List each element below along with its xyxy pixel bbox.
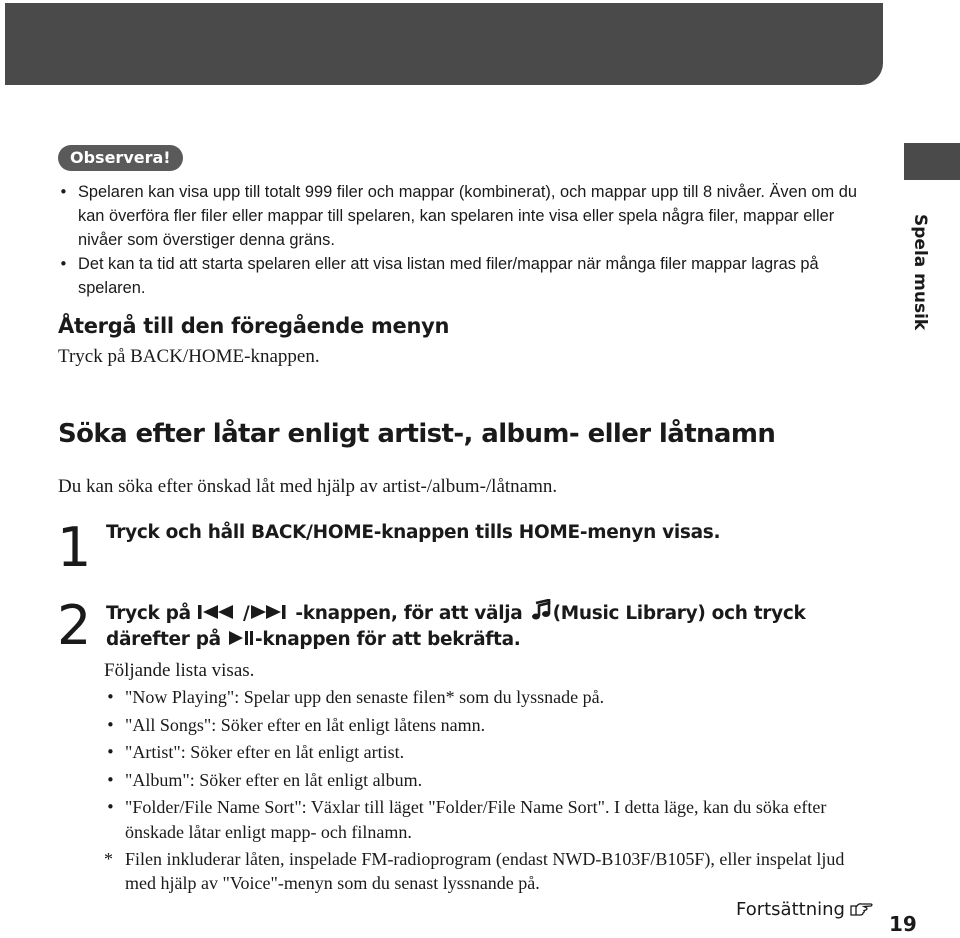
note-item: • Spelaren kan visa upp till totalt 999 filer och mappar (kombinerat), och mappar upp till 8 nivåer. Även om du kan överföra fler filer eller mappar till spelaren, kan spelaren inte visa eller spela några filer, mappar eller nivåer som överstiger denna gräns. <box>78 180 868 252</box>
music-note-icon <box>529 599 553 621</box>
step-2-number: 2 <box>57 594 92 657</box>
note-badge: Observera! <box>58 145 183 171</box>
step-1-number: 1 <box>57 516 92 579</box>
list-item: • "Folder/File Name Sort": Växlar till läget "Folder/File Name Sort". I detta läge, kan du söka efter önskade låtar enligt mapp- och filnamn. <box>125 795 865 845</box>
back-section-body: Tryck på BACK/HOME-knappen. <box>58 346 320 367</box>
previous-track-icon <box>197 603 243 621</box>
step-2-text-part4: -knappen för att bekräfta. <box>254 629 521 650</box>
note-item: • Det kan ta tid att starta spelaren eller att visa listan med filer/mappar när många filer mappar lagras på spelaren. <box>78 252 868 300</box>
step-2-text <box>106 599 866 653</box>
list-item: • "Artist": Söker efter en låt enligt artist. <box>125 740 865 765</box>
footnote-text: Filen inkluderar låten, inspelade FM-radioprogram (endast NWD-B103F/B105F), eller inspelat ljud med hjälp av "Voice"-menyn som du senast lyssnande på. <box>125 849 845 893</box>
footnote <box>104 847 864 895</box>
pointing-hand-icon <box>849 900 875 925</box>
play-pause-icon <box>227 629 255 647</box>
header-bar <box>5 3 883 85</box>
footnote-mark: * <box>104 849 113 869</box>
step-1-text: Tryck och håll BACK/HOME-knappen tills HOME-menyn visas. <box>106 522 721 543</box>
side-tab-marker <box>904 143 960 180</box>
side-tab-label: Spela musik <box>910 214 930 331</box>
next-track-icon <box>249 603 295 621</box>
list-item: • "Now Playing": Spelar upp den senaste filen* som du lyssnade på. <box>125 685 865 710</box>
search-section-intro: Du kan söka efter önskad låt med hjälp av artist-/album-/låtnamn. <box>58 476 558 497</box>
search-section-heading: Söka efter låtar enligt artist-, album- eller låtnamn <box>58 419 776 449</box>
step-2-text-part3: (Music Library) och tryck därefter på <box>106 603 806 650</box>
list-item: • "All Songs": Söker efter en låt enligt låtens namn. <box>125 713 865 738</box>
following-list-label: Följande lista visas. <box>104 660 255 681</box>
continued-text: Fortsättning <box>736 899 845 920</box>
page-number: 19 <box>889 912 917 936</box>
option-list <box>125 685 865 848</box>
step-2-text-part1: Tryck på <box>106 603 197 624</box>
note-list <box>78 180 868 300</box>
step-2-text-part2: -knappen, för att välja <box>295 603 529 624</box>
continued-label <box>736 898 875 925</box>
back-section-heading: Återgå till den föregående menyn <box>58 314 450 338</box>
list-item: • "Album": Söker efter en låt enligt album. <box>125 768 865 793</box>
step-2-separator: / <box>242 603 250 624</box>
